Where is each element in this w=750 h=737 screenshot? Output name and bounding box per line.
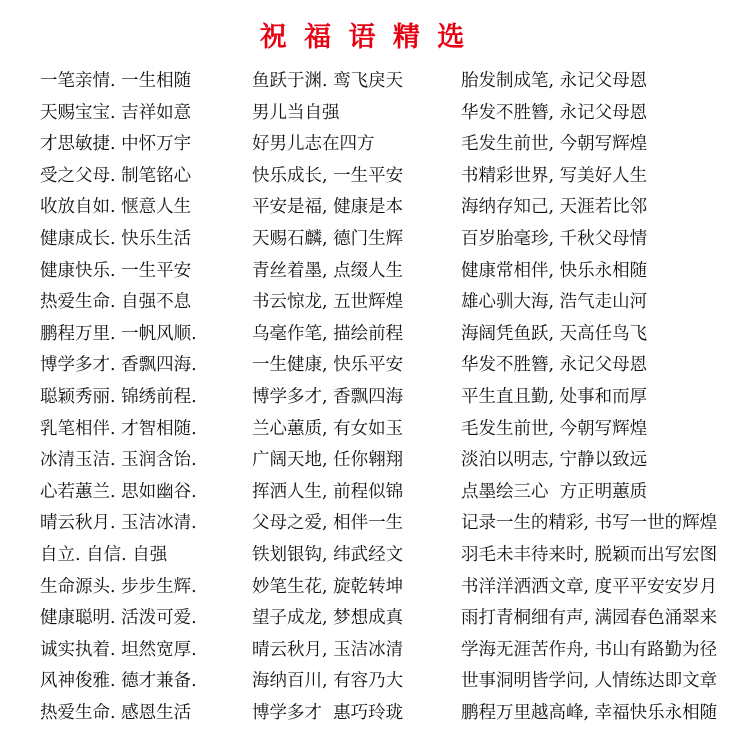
- blessing-phrase: 点墨绘三心 方正明蕙质: [461, 481, 648, 502]
- blessing-phrase: 博学多才. 香飘四海.: [40, 355, 197, 376]
- blessing-phrase: 健康聪明. 活泼可爱.: [40, 608, 197, 629]
- blessing-phrase: 聪颖秀丽. 锦绣前程.: [40, 386, 197, 407]
- blessing-phrase: 鹏程万里越高峰, 幸福快乐永相随: [461, 702, 718, 723]
- blessing-phrase: 雨打青桐细有声, 满园春色涌翠来: [461, 608, 718, 629]
- blessing-phrase: 一生健康, 快乐平安: [252, 355, 404, 376]
- blessing-phrase: 乳笔相伴. 才智相随.: [40, 418, 197, 439]
- phrase-column-3: [461, 66, 717, 729]
- blessing-phrase: 心若蕙兰. 思如幽谷.: [40, 481, 197, 502]
- blessing-phrase: 才思敏捷. 中怀万宇: [40, 134, 192, 155]
- blessing-phrase: 快乐成长, 一生平安: [252, 165, 404, 186]
- blessing-phrase: 铁划银钩, 纬武经文: [252, 544, 404, 565]
- blessing-phrase: 乌毫作笔, 描绘前程: [252, 323, 404, 344]
- blessing-phrase: 书洋洋洒洒文章, 度平平安安岁月: [461, 576, 718, 597]
- blessing-phrase: 华发不胜簪, 永记父母恩: [461, 102, 648, 123]
- blessing-phrase: 海纳百川, 有容乃大: [252, 671, 404, 692]
- blessing-phrase: 鹏程万里. 一帆风顺.: [40, 323, 197, 344]
- blessing-phrase: 热爱生命. 感恩生活: [40, 702, 192, 723]
- blessing-phrase: 挥洒人生, 前程似锦: [252, 481, 404, 502]
- blessing-phrase: 华发不胜簪, 永记父母恩: [461, 355, 648, 376]
- blessing-phrase: 望子成龙, 梦想成真: [252, 608, 404, 629]
- blessing-phrase: 书云惊龙, 五世辉煌: [252, 292, 404, 313]
- blessing-phrase: 胎发制成笔, 永记父母恩: [461, 71, 648, 91]
- blessing-phrase: 书精彩世界, 写美好人生: [461, 165, 648, 186]
- blessing-phrase: 自立. 自信. 自强: [40, 544, 168, 565]
- blessing-phrase: 世事洞明皆学问, 人情练达即文章: [461, 671, 718, 692]
- blessing-phrase: 海纳存知己, 天涯若比邻: [461, 197, 648, 218]
- blessing-phrase: 收放自如. 惬意人生: [40, 197, 192, 218]
- blessing-phrase: 天赐宝宝. 吉祥如意: [40, 102, 192, 123]
- blessing-phrase: 受之父母. 制笔铭心: [40, 165, 192, 186]
- blessing-phrase: 晴云秋月. 玉洁冰清.: [40, 513, 197, 534]
- phrase-column-1: [40, 66, 197, 729]
- blessing-phrase: 男儿当自强: [252, 102, 340, 123]
- blessing-phrase: 平安是福, 健康是本: [252, 197, 404, 218]
- blessing-phrase: 诚实执着. 坦然宽厚.: [40, 639, 197, 660]
- blessing-phrase: 博学多才, 香飘四海: [252, 386, 404, 407]
- blessing-phrase: 百岁胎毫珍, 千秋父母情: [461, 228, 648, 249]
- blessing-phrase: 海阔凭鱼跃, 天高任鸟飞: [461, 323, 648, 344]
- blessing-phrase: 好男儿志在四方: [252, 134, 375, 155]
- blessing-phrase: 记录一生的精彩, 书写一世的辉煌: [461, 513, 718, 534]
- blessing-phrase: 毛发生前世, 今朝写辉煌: [461, 418, 648, 439]
- blessing-phrase: 鱼跃于渊. 鸾飞戾天: [252, 71, 404, 91]
- blessing-phrase: 健康快乐. 一生平安: [40, 260, 192, 281]
- blessing-phrase: 妙笔生花, 旋乾转坤: [252, 576, 404, 597]
- blessing-phrase: 热爱生命. 自强不息: [40, 292, 192, 313]
- blessing-phrase: 淡泊以明志, 宁静以致远: [461, 450, 648, 471]
- blessing-phrase: 晴云秋月, 玉洁冰清: [252, 639, 404, 660]
- blessing-phrase: 羽毛未丰待来时, 脱颖而出写宏图: [461, 544, 718, 565]
- blessing-phrase: 学海无涯苦作舟, 书山有路勤为径: [461, 639, 718, 660]
- blessing-phrase: 健康常相伴, 快乐永相随: [461, 260, 648, 281]
- blessing-phrase: 一笔亲情. 一生相随: [40, 71, 192, 91]
- blessing-phrase: 健康成长. 快乐生活: [40, 228, 192, 249]
- blessing-phrase: 天赐石麟, 德门生辉: [252, 228, 404, 249]
- page-title: 祝 福 语 精 选: [259, 22, 469, 53]
- blessing-phrase: 毛发生前世, 今朝写辉煌: [461, 134, 648, 155]
- blessing-phrase: 广阔天地, 任你翱翔: [252, 450, 404, 471]
- blessing-phrase: 青丝着墨, 点缀人生: [252, 260, 404, 281]
- blessing-phrase: 生命源头. 步步生辉.: [40, 576, 197, 597]
- phrase-column-2: [252, 66, 403, 729]
- blessing-phrase: 雄心驯大海, 浩气走山河: [461, 292, 648, 313]
- blessing-phrase: 风神俊雅. 德才兼备.: [40, 671, 197, 692]
- blessing-phrase: 父母之爱, 相伴一生: [252, 513, 404, 534]
- blessing-phrase: 冰清玉洁. 玉润含饴.: [40, 450, 197, 471]
- blessing-phrase: 平生直且勤, 处事和而厚: [461, 386, 648, 407]
- blessing-phrase: 博学多才 惠巧玲珑: [252, 702, 404, 723]
- blessing-phrase: 兰心蕙质, 有女如玉: [252, 418, 404, 439]
